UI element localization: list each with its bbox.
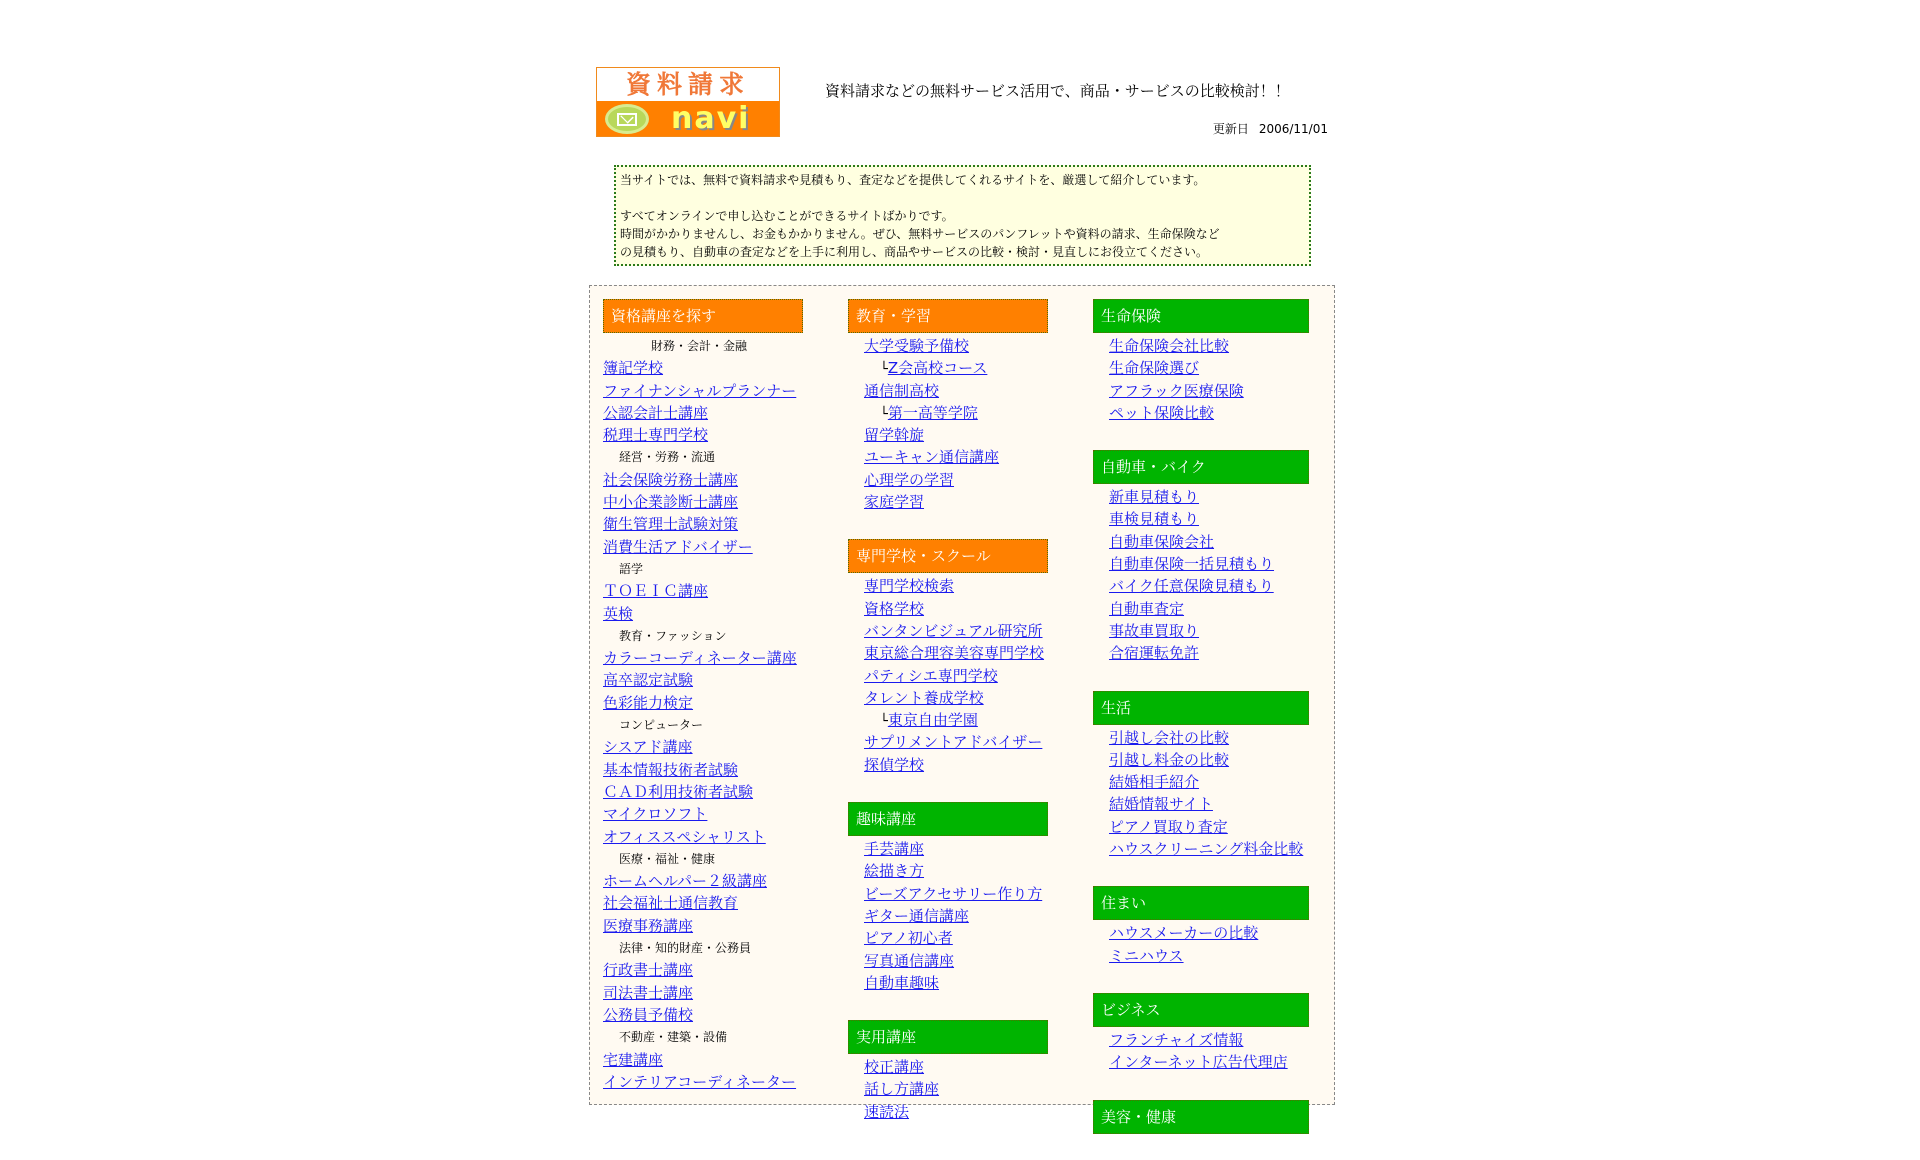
section-header: 自動車・バイク <box>1093 450 1309 484</box>
column-3 <box>1093 299 1333 1160</box>
section-header: 生活 <box>1093 691 1309 725</box>
directory-link[interactable]: 探偵学校 <box>864 755 925 774</box>
logo-navi-text: navi <box>671 101 751 136</box>
list-item <box>848 687 1088 709</box>
directory-link[interactable]: 自動車保険一括見積もり <box>1109 555 1275 574</box>
list-item <box>603 669 843 691</box>
list-item <box>1093 922 1333 944</box>
logo-title: 資料請求 <box>597 68 779 101</box>
section-block <box>1093 886 1333 967</box>
list-item <box>1093 838 1333 860</box>
directory-link[interactable]: マイクロソフト <box>603 805 708 824</box>
directory-link[interactable]: 通信制高校 <box>864 381 940 400</box>
list-item <box>848 1101 1088 1123</box>
section-block <box>848 1020 1088 1123</box>
directory-link[interactable]: 引越し会社の比較 <box>1109 728 1230 747</box>
section-block <box>1093 299 1333 424</box>
section-header: 美容・健康 <box>1093 1100 1309 1134</box>
list-item <box>1093 335 1333 357</box>
directory-link[interactable]: 手芸講座 <box>864 840 925 859</box>
list-item <box>603 469 843 491</box>
category-label: 財務・会計・金融 <box>651 339 748 353</box>
link-list <box>848 838 1088 994</box>
link-list <box>1093 727 1333 861</box>
updated-date <box>1200 120 1328 137</box>
directory-link[interactable]: 簿記学校 <box>603 359 664 378</box>
directory-link[interactable]: ホームヘルパー２級講座 <box>603 872 767 891</box>
list-item <box>1093 945 1333 967</box>
directory-link[interactable]: タレント養成学校 <box>864 688 984 707</box>
list-item <box>603 826 843 848</box>
section-header: 生命保険 <box>1093 299 1309 333</box>
directory-link[interactable]: 東京自由学園 <box>887 711 978 730</box>
directory-link[interactable]: 合宿運転免許 <box>1109 644 1200 663</box>
list-item <box>848 1056 1088 1078</box>
list-item <box>603 982 843 1004</box>
link-list <box>1093 486 1333 664</box>
link-list <box>848 575 1088 776</box>
directory-link[interactable]: 自動車趣味 <box>864 973 940 992</box>
list-item <box>603 870 843 892</box>
directory-link[interactable]: ペット保険比較 <box>1109 403 1215 422</box>
list-item <box>1093 816 1333 838</box>
updated-label: 更新日 <box>1212 122 1249 136</box>
directory-container <box>589 285 1335 1126</box>
list-item <box>1093 598 1333 620</box>
list-item <box>848 1078 1088 1100</box>
directory-link[interactable]: ギター通信講座 <box>864 906 969 925</box>
list-item <box>848 642 1088 664</box>
list-item <box>1093 771 1333 793</box>
directory-link[interactable]: ユーキャン通信講座 <box>864 448 1000 467</box>
intro-line: 時間がかかりませんし、お金もかかりません。ぜひ、無料サービスのパンフレットや資料の請求、生命保険など <box>620 227 1220 241</box>
directory-link[interactable]: パティシエ専門学校 <box>864 666 998 685</box>
directory-link[interactable]: 高卒認定試験 <box>603 671 694 690</box>
directory-link[interactable]: 話し方講座 <box>864 1080 940 1099</box>
directory-link[interactable]: 中小企業診断士講座 <box>603 493 739 512</box>
list-item <box>848 424 1088 446</box>
directory-link[interactable]: 速読法 <box>864 1102 910 1121</box>
category-label: 教育・ファッション <box>619 628 727 643</box>
section-block <box>1093 1100 1333 1134</box>
section-block <box>603 299 843 1093</box>
list-item <box>848 469 1088 491</box>
directory-link[interactable]: 生命保険選び <box>1109 359 1200 378</box>
directory-link[interactable]: 事故車買取り <box>1109 621 1200 640</box>
link-list <box>1093 1029 1333 1074</box>
list-item <box>603 580 843 602</box>
intro-line: の見積もり、自動車の査定などを上手に利用し、商品やサービスの比較・検討・見直しにお役立てください。 <box>620 245 1209 259</box>
list-item <box>603 357 843 379</box>
list-item <box>603 491 843 513</box>
site-logo[interactable] <box>596 67 780 137</box>
list-item <box>848 402 1088 424</box>
directory-link[interactable]: フランチャイズ情報 <box>1109 1030 1244 1049</box>
section-header: 専門学校・スクール <box>848 539 1048 573</box>
category-label: コンピューター <box>619 718 704 733</box>
directory-link[interactable]: ハウスメーカーの比較 <box>1109 924 1259 943</box>
list-item <box>848 950 1088 972</box>
section-header: 住まい <box>1093 886 1309 920</box>
list-item <box>848 665 1088 687</box>
list-item <box>1093 1029 1333 1051</box>
envelope-icon <box>605 104 649 134</box>
directory-link[interactable]: 引越し料金の比較 <box>1109 750 1230 769</box>
category-label: 経営・労務・流通 <box>619 450 716 465</box>
directory-link[interactable]: 公認会計士講座 <box>603 403 709 422</box>
list-item <box>848 380 1088 402</box>
section-header: 教育・学習 <box>848 299 1048 333</box>
list-item <box>848 731 1088 753</box>
directory-link[interactable]: 行政書士講座 <box>603 961 694 980</box>
directory-link[interactable]: 自動車保険会社 <box>1109 532 1215 551</box>
list-item <box>603 424 843 446</box>
list-item <box>1093 575 1333 597</box>
directory-link[interactable]: 色彩能力検定 <box>603 693 694 712</box>
directory-link[interactable]: バンタンビジュアル研究所 <box>864 621 1043 640</box>
section-block <box>848 299 1088 513</box>
list-item <box>848 838 1088 860</box>
directory-link[interactable]: インターネット広告代理店 <box>1109 1053 1288 1072</box>
intro-line: 当サイトでは、無料で資料請求や見積もり、査定などを提供してくれるサイトを、厳選して紹介しています。 <box>620 173 1206 187</box>
column-1 <box>603 299 843 1119</box>
updated-value: 2006/11/01 <box>1258 122 1328 136</box>
section-block <box>848 539 1088 776</box>
list-item <box>848 491 1088 513</box>
list-item <box>1093 642 1333 664</box>
directory-link[interactable]: ＴＯＥＩＣ講座 <box>603 582 709 601</box>
logo-band <box>597 101 779 137</box>
directory-link[interactable]: 東京総合理容美容専門学校 <box>864 644 1045 663</box>
list-item <box>1093 749 1333 771</box>
directory-link[interactable]: 消費生活アドバイザー <box>603 537 753 556</box>
directory-link[interactable]: 英検 <box>603 604 634 623</box>
directory-link[interactable]: 心理学の学習 <box>864 470 955 489</box>
list-item <box>603 647 843 669</box>
directory-link[interactable]: 校正講座 <box>864 1058 925 1077</box>
list-item <box>603 892 843 914</box>
list-item <box>848 972 1088 994</box>
list-item <box>603 803 843 825</box>
directory-link[interactable]: オフィススペシャリスト <box>603 827 766 846</box>
list-item <box>848 598 1088 620</box>
section-block <box>1093 450 1333 664</box>
directory-link[interactable]: ピアノ買取り査定 <box>1109 817 1228 836</box>
list-item <box>603 536 843 558</box>
list-item <box>1093 508 1333 530</box>
directory-link[interactable]: バイク任意保険見積もり <box>1109 577 1274 596</box>
link-list <box>848 1056 1088 1123</box>
link-list <box>848 335 1088 513</box>
list-item <box>1093 553 1333 575</box>
section-header: ビジネス <box>1093 993 1309 1027</box>
directory-link[interactable]: インテリアコーディネーター <box>603 1072 797 1091</box>
sub-branch-icon: └ <box>880 362 888 378</box>
directory-link[interactable]: Z会高校コース <box>887 359 988 378</box>
column-2 <box>848 299 1088 1149</box>
site-tagline: 資料請求などの無料サービス活用で、商品・サービスの比較検討！！ <box>825 82 1290 100</box>
directory-link[interactable]: ビーズアクセサリー作り方 <box>864 884 1043 903</box>
list-item <box>603 1071 843 1093</box>
directory-link[interactable]: 宅建講座 <box>603 1050 664 1069</box>
sub-branch-icon: └ <box>880 714 888 730</box>
list-item <box>848 335 1088 357</box>
list-item <box>848 927 1088 949</box>
list-item <box>603 959 843 981</box>
list-item <box>848 883 1088 905</box>
list-item <box>603 1049 843 1071</box>
section-header: 趣味講座 <box>848 802 1048 836</box>
list-item <box>603 915 843 937</box>
directory-link[interactable]: 第一高等学院 <box>887 403 978 422</box>
directory-link[interactable]: ハウスクリーニング料金比較 <box>1109 840 1304 859</box>
list-item <box>848 357 1088 379</box>
list-item <box>848 905 1088 927</box>
list-item <box>603 603 843 625</box>
list-item <box>603 736 843 758</box>
section-block <box>848 802 1088 994</box>
directory-link[interactable]: 衛生管理士試験対策 <box>603 515 739 534</box>
section-header: 資格講座を探す <box>603 299 803 333</box>
category-label: 不動産・建築・設備 <box>619 1030 728 1045</box>
list-item <box>848 620 1088 642</box>
list-item <box>848 860 1088 882</box>
list-item <box>1093 380 1333 402</box>
directory-link[interactable]: 社会福祉士通信教育 <box>603 894 739 913</box>
intro-spacer <box>620 189 1305 207</box>
directory-link[interactable]: ピアノ初心者 <box>864 929 953 948</box>
link-list <box>603 335 843 1093</box>
directory-link[interactable]: 公務員予備校 <box>603 1005 694 1024</box>
directory-link[interactable]: 家庭学習 <box>864 493 925 512</box>
list-item <box>1093 620 1333 642</box>
directory-link[interactable]: 社会保険労務士講座 <box>603 470 739 489</box>
directory-link[interactable]: 専門学校検索 <box>864 577 955 596</box>
list-item <box>603 759 843 781</box>
list-item <box>603 402 843 424</box>
directory-link[interactable]: 留学斡旋 <box>864 426 925 445</box>
list-item <box>603 781 843 803</box>
directory-link[interactable]: 司法書士講座 <box>603 983 694 1002</box>
directory-link[interactable]: アフラック医療保険 <box>1109 381 1244 400</box>
list-item <box>848 754 1088 776</box>
directory-link[interactable]: 基本情報技術者試験 <box>603 760 739 779</box>
directory-link[interactable]: 写真通信講座 <box>864 951 955 970</box>
sub-branch-icon: └ <box>880 406 888 422</box>
list-item <box>1093 727 1333 749</box>
intro-line: すべてオンラインで申し込むことができるサイトばかりです。 <box>620 209 954 223</box>
directory-link[interactable]: ファイナンシャルプランナー <box>603 381 797 400</box>
directory-link[interactable]: 医療事務講座 <box>603 916 694 935</box>
list-item <box>1093 793 1333 815</box>
list-item <box>848 575 1088 597</box>
category-label: 医療・福祉・健康 <box>619 851 716 866</box>
list-item <box>603 513 843 535</box>
section-header: 実用講座 <box>848 1020 1048 1054</box>
directory-link[interactable]: カラーコーディネーター講座 <box>603 649 797 668</box>
directory-link[interactable]: 結婚情報サイト <box>1109 795 1213 814</box>
link-list <box>1093 335 1333 424</box>
directory-link[interactable]: 絵描き方 <box>864 862 925 881</box>
directory-link[interactable]: 自動車査定 <box>1109 599 1185 618</box>
directory-link[interactable]: ミニハウス <box>1109 946 1184 965</box>
list-item <box>1093 486 1333 508</box>
list-item <box>848 446 1088 468</box>
link-list <box>1093 922 1333 967</box>
directory-link[interactable]: 新車見積もり <box>1109 488 1200 507</box>
directory-link[interactable]: ＣＡＤ利用技術者試験 <box>603 782 754 801</box>
list-item <box>603 380 843 402</box>
directory-link[interactable]: 車検見積もり <box>1109 510 1200 529</box>
directory-link[interactable]: シスアド講座 <box>603 738 693 757</box>
directory-link[interactable]: サプリメントアドバイザー <box>864 733 1043 752</box>
directory-link[interactable]: 結婚相手紹介 <box>1109 773 1200 792</box>
list-item <box>1093 402 1333 424</box>
category-label: 法律・知的財産・公務員 <box>619 941 752 956</box>
directory-link[interactable]: 大学受験予備校 <box>864 337 970 355</box>
list-item <box>1093 531 1333 553</box>
list-item <box>603 1004 843 1026</box>
section-block <box>1093 993 1333 1074</box>
section-block <box>1093 691 1333 861</box>
directory-link[interactable]: 資格学校 <box>864 599 925 618</box>
list-item <box>603 692 843 714</box>
list-item <box>1093 357 1333 379</box>
list-item <box>1093 1051 1333 1073</box>
directory-link[interactable]: 生命保険会社比較 <box>1109 337 1230 355</box>
directory-link[interactable]: 税理士専門学校 <box>603 426 709 445</box>
category-label: 語学 <box>619 561 644 576</box>
list-item <box>848 709 1088 731</box>
intro-box <box>614 165 1311 266</box>
